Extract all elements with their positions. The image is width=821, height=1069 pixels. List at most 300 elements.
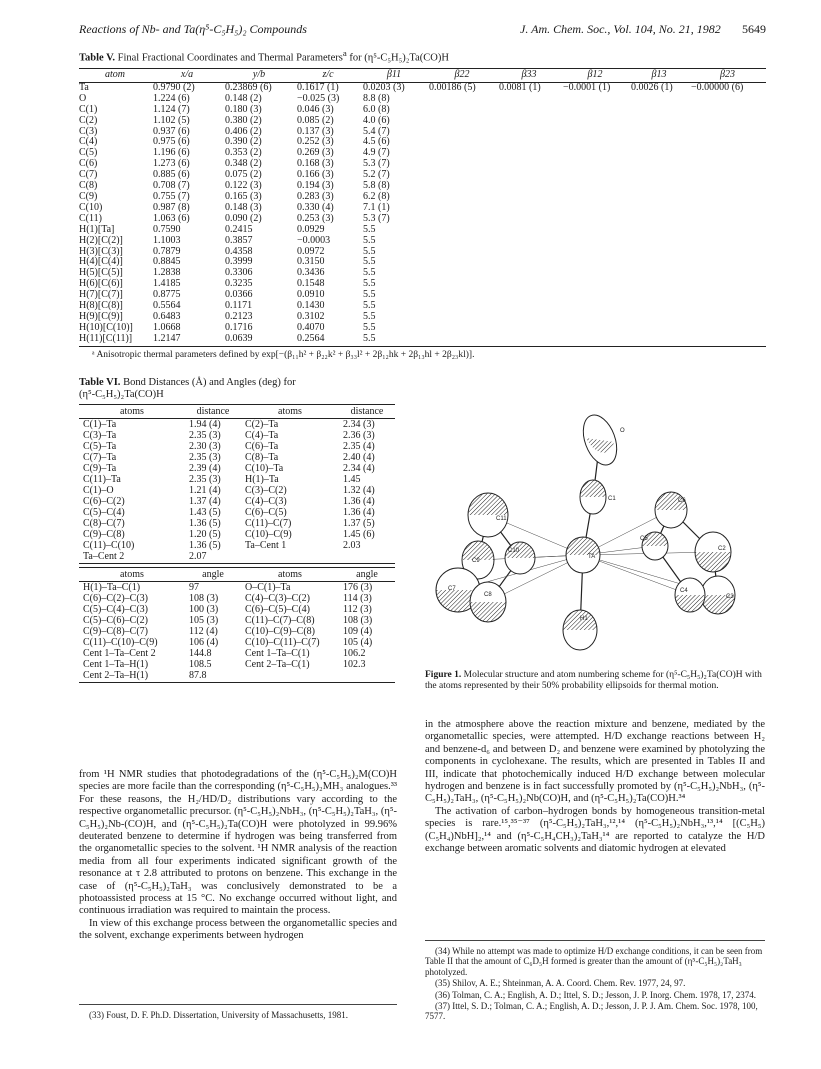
- table-cell: C(6)–Ta: [245, 441, 279, 452]
- table-cell: C(4): [79, 136, 98, 148]
- table-cell: C(6)–C(2)–C(3): [83, 593, 148, 604]
- table-row: [79, 214, 766, 225]
- table-cell: [427, 334, 497, 346]
- table-cell: 1.37 (4): [189, 496, 221, 507]
- table-cell: 0.3306: [225, 267, 253, 279]
- table-cell: [561, 312, 629, 323]
- table-cell: 5.5: [363, 267, 376, 279]
- table-row: [79, 648, 395, 659]
- table-cell: [689, 116, 766, 127]
- table-row: [79, 290, 766, 301]
- table-cell: C(1)–O: [83, 485, 114, 496]
- table-cell: [629, 127, 689, 138]
- figure1-caption-text: Molecular structure and atom numbering scheme for (η⁵-C₅H₅)₂Ta(CO)H with the atoms represented by their 50% probability ellipsoids for thermal motion.: [425, 670, 762, 691]
- table-cell: 0.6483: [153, 310, 181, 322]
- table-cell: 4.5 (6): [363, 136, 390, 148]
- table-cell: [629, 214, 689, 225]
- table6-caption: [79, 377, 296, 401]
- table-cell: [497, 203, 561, 214]
- table-cell: [427, 203, 497, 214]
- table-cell: 0.3999: [225, 256, 253, 268]
- table-cell: [629, 192, 689, 203]
- table-cell: 0.937 (6): [153, 125, 190, 137]
- table5-col-header: β22: [427, 69, 497, 83]
- table-cell: [427, 225, 497, 236]
- table-cell: [561, 334, 629, 346]
- table-cell: [427, 236, 497, 247]
- table-cell: [689, 148, 766, 159]
- table-cell: [689, 236, 766, 247]
- table-row: [79, 593, 395, 604]
- table-cell: 0.353 (2): [225, 147, 262, 159]
- table-cell: 5.3 (7): [363, 212, 390, 224]
- table-cell: 4.0 (6): [363, 114, 390, 126]
- table-cell: 2.35 (3): [189, 452, 221, 463]
- table-cell: 0.253 (3): [297, 212, 334, 224]
- footnote-34: (34) While no attempt was made to optimize H/D exchange conditions, it can be seen from Table II that the amount of C₆D₅H formed is greater than the amount of (η⁵-C₅H₅)₂TaH₃ photolyzed.: [425, 946, 763, 977]
- table-cell: [561, 105, 629, 116]
- table-cell: 1.224 (6): [153, 92, 190, 104]
- ortep-figure: [418, 380, 763, 665]
- table-cell: [689, 334, 766, 346]
- atom-label: O: [620, 428, 625, 434]
- table-cell: 0.0081 (1): [499, 81, 541, 93]
- table-cell: 2.35 (3): [189, 430, 221, 441]
- table-cell: [497, 159, 561, 170]
- atom-label: C8: [484, 592, 492, 598]
- table-cell: [561, 159, 629, 170]
- table-cell: 2.30 (3): [189, 441, 221, 452]
- footnote-33: (33) Foust, D. F. Ph.D. Dissertation, University of Massachusetts, 1981.: [89, 1010, 349, 1020]
- table-cell: [339, 551, 395, 564]
- table-cell: [689, 105, 766, 116]
- table-cell: 0.3857: [225, 234, 253, 246]
- table-cell: C(2): [79, 114, 98, 126]
- table-cell: C(5): [79, 147, 98, 159]
- table-cell: [689, 159, 766, 170]
- table-cell: 114 (3): [343, 593, 372, 604]
- table6-angle-header-row: [79, 568, 395, 582]
- table-row: [79, 659, 395, 670]
- table-cell: 5.5: [363, 234, 376, 246]
- table5-footnote: ᵃ Anisotropic thermal parameters defined by exp[−(β₁₁h² + β₂₂k² + β₃₃l² + 2β₁₂hk + 2β₁₃hl + 2β₂₃kl)].: [92, 350, 475, 360]
- table5-col-header: y/b: [223, 69, 295, 83]
- running-header-left: Reactions of Nb- and Ta(η⁵-C₅H₅)₂ Compounds: [79, 22, 307, 36]
- table-cell: 112 (3): [343, 604, 372, 615]
- table-cell: 0.348 (2): [225, 158, 262, 170]
- atom-label: C5: [640, 536, 648, 542]
- table-cell: C(3): [79, 125, 98, 137]
- table-cell: [497, 312, 561, 323]
- table-cell: 5.5: [363, 223, 376, 235]
- table-cell: [427, 105, 497, 116]
- table-cell: C(6): [79, 158, 98, 170]
- table-cell: C(9)–C(8)–C(7): [83, 626, 148, 637]
- table-cell: 1.273 (6): [153, 158, 190, 170]
- table-cell: 100 (3): [189, 604, 219, 615]
- table-cell: C(8): [79, 180, 98, 192]
- table-cell: [427, 170, 497, 181]
- table-cell: 176 (3): [343, 582, 373, 593]
- table-row: [79, 637, 395, 648]
- table-cell: 1.36 (4): [343, 507, 375, 518]
- table-cell: [339, 670, 395, 683]
- table-cell: 0.166 (3): [297, 169, 334, 181]
- table-cell: 0.4358: [225, 245, 253, 257]
- table-cell: [689, 257, 766, 268]
- table-cell: 0.168 (3): [297, 158, 334, 170]
- table-cell: 105 (3): [189, 615, 219, 626]
- table5-title-tail: for (η⁵-C₅H₅)₂Ta(CO)H: [346, 52, 449, 64]
- table-cell: 1.36 (5): [189, 540, 221, 551]
- table6-col-header: atoms: [241, 405, 339, 419]
- table-cell: [427, 247, 497, 258]
- table-cell: [497, 170, 561, 181]
- table-cell: [427, 214, 497, 225]
- table-cell: Ta: [79, 81, 89, 93]
- table-cell: 87.8: [185, 670, 241, 683]
- table-cell: [497, 181, 561, 192]
- table-row: [79, 540, 395, 551]
- table6-title-compound: (η⁵-C₅H₅)₂Ta(CO)H: [79, 389, 164, 400]
- table-cell: [427, 192, 497, 203]
- table-row: [79, 582, 395, 594]
- table-cell: [497, 214, 561, 225]
- table-cell: 5.5: [363, 278, 376, 290]
- table-cell: 4.9 (7): [363, 147, 390, 159]
- table-cell: [561, 94, 629, 105]
- table-cell: C(7): [79, 169, 98, 181]
- table-cell: 0.283 (3): [297, 190, 334, 202]
- table-cell: C(6)–C(2): [83, 496, 125, 507]
- table-cell: 0.0366: [225, 289, 253, 301]
- table-cell: [689, 181, 766, 192]
- table-cell: C(4)–C(3): [245, 496, 287, 507]
- table-cell: [561, 116, 629, 127]
- table5-col-header: β11: [361, 69, 427, 83]
- table-cell: C(11): [79, 212, 102, 224]
- table-cell: [497, 192, 561, 203]
- table-cell: [689, 170, 766, 181]
- table-cell: [497, 236, 561, 247]
- table-cell: 1.37 (5): [343, 518, 375, 529]
- table5-header-row: [79, 69, 766, 83]
- table-cell: H(1)[Ta]: [79, 223, 115, 235]
- table-cell: [629, 159, 689, 170]
- table-row: [79, 268, 766, 279]
- table5-col-header: z/c: [295, 69, 361, 83]
- table-cell: C(2)–Ta: [245, 419, 279, 430]
- table-cell: [629, 236, 689, 247]
- table-cell: H(8)[C(8)]: [79, 300, 123, 312]
- table-cell: 0.406 (2): [225, 125, 262, 137]
- table-cell: [629, 148, 689, 159]
- table-cell: C(1)–Ta: [83, 419, 117, 430]
- table-cell: C(4)–Ta: [245, 430, 279, 441]
- table-cell: [629, 137, 689, 148]
- table-cell: C(8)–Ta: [245, 452, 279, 463]
- table6-dist-header-row: [79, 405, 395, 419]
- table-cell: C(5)–Ta: [83, 441, 117, 452]
- table-cell: [629, 225, 689, 236]
- table-cell: 108 (3): [343, 615, 373, 626]
- table-cell: [629, 334, 689, 346]
- table-cell: 0.0972: [297, 245, 325, 257]
- table-cell: 0.0026 (1): [631, 81, 673, 93]
- table-cell: Cent 2–Ta–C(1): [245, 659, 310, 670]
- table-cell: [689, 94, 766, 105]
- table-cell: 0.9790 (2): [153, 81, 195, 93]
- table-cell: 106 (4): [189, 637, 219, 648]
- table-cell: [629, 323, 689, 334]
- table5-col-header: atom: [79, 69, 151, 83]
- table-cell: 0.148 (2): [225, 92, 262, 104]
- table-cell: 0.7879: [153, 245, 181, 257]
- table-row: [79, 334, 766, 346]
- table-cell: [561, 279, 629, 290]
- table-cell: C(4)–C(3)–C(2): [245, 593, 310, 604]
- table-cell: 109 (4): [343, 626, 373, 637]
- table-cell: 5.5: [361, 334, 427, 346]
- table-cell: [689, 214, 766, 225]
- table-cell: C(9): [79, 190, 98, 202]
- table-cell: C(10)–Ta: [245, 463, 284, 474]
- atom-label: C7: [448, 586, 456, 592]
- table-cell: 5.3 (7): [363, 158, 390, 170]
- table-row: [79, 474, 395, 485]
- table-cell: 0.3436: [297, 267, 325, 279]
- table-cell: [689, 192, 766, 203]
- table-cell: Cent 1–Ta–C(1): [245, 648, 310, 659]
- table-row: [79, 430, 395, 441]
- table-cell: C(5)–C(4): [83, 507, 125, 518]
- table-cell: 0.252 (3): [297, 136, 334, 148]
- table-row: [79, 670, 395, 683]
- table-cell: C(5)–C(6)–C(2): [83, 615, 148, 626]
- atom-label: H1: [580, 616, 588, 622]
- table5-caption: [79, 48, 449, 64]
- table-cell: C(3)–Ta: [83, 430, 117, 441]
- table-cell: [561, 301, 629, 312]
- table-cell: 0.380 (2): [225, 114, 262, 126]
- atom-label: C11: [496, 516, 507, 522]
- table-cell: Cent 1–Ta–Cent 2: [83, 648, 156, 659]
- table-cell: C(11)–C(10)–C(9): [83, 637, 158, 648]
- table-cell: 112 (4): [189, 626, 218, 637]
- table-cell: H(3)[C(3)]: [79, 245, 123, 257]
- table-cell: 0.137 (3): [297, 125, 334, 137]
- table-cell: [629, 301, 689, 312]
- table-cell: 1.063 (6): [153, 212, 190, 224]
- table-cell: [427, 290, 497, 301]
- paragraph: The activation of carbon–hydrogen bonds by homogeneous transition-metal species is rare.¹⁵,³⁵⁻³⁷ (η⁵-C₅H₅)₂TaH₃,¹²,¹⁴ (η⁵-C₅H₅)₂NbH₃,¹³,¹⁴ [(C₅H₅)(C₅H₄)NbH]₂,¹⁴ and (η⁵-C₅H₄CH₃)₂TaH₃¹⁴ are reported to catalyze the H/D exchange between aromatic solvents and diatomic hydrogen at elevated: [425, 805, 765, 855]
- table-cell: [497, 301, 561, 312]
- table-cell: [561, 268, 629, 279]
- figure1-label: Figure 1.: [425, 670, 462, 680]
- table-cell: C(10)–C(11)–C(7): [245, 637, 320, 648]
- table-cell: [561, 214, 629, 225]
- table-cell: [689, 279, 766, 290]
- table-cell: 1.45: [343, 474, 361, 485]
- table-cell: 0.085 (2): [297, 114, 334, 126]
- table-row: [79, 615, 395, 626]
- footnote-37: (37) Ittel, S. D.; Tolman, C. A.; English, A. D.; Jesson, J. P. J. Am. Chem. Soc. 1978, 100, 7577.: [425, 1001, 758, 1022]
- table6-title: Bond Distances (Å) and Angles (deg) for: [123, 377, 296, 388]
- table-cell: C(6)–C(5)–C(4): [245, 604, 310, 615]
- table-row: [79, 626, 395, 637]
- table-cell: 0.269 (3): [297, 147, 334, 159]
- table-cell: C(10)–C(9): [245, 529, 292, 540]
- table-row: [79, 441, 395, 452]
- table-cell: [561, 290, 629, 301]
- table-cell: [561, 192, 629, 203]
- atom-label: C10: [508, 548, 520, 554]
- table-cell: [561, 323, 629, 334]
- table-cell: −0.0001 (1): [563, 81, 611, 93]
- table6-angles: [79, 567, 395, 683]
- table6-col-header: distance: [339, 405, 395, 419]
- table-row: [79, 604, 395, 615]
- table-cell: 0.5564: [153, 300, 181, 312]
- table-cell: 2.35 (4): [343, 441, 375, 452]
- paragraph: from ¹H NMR studies that photodegradations of the (η⁵-C₅H₅)₂M(CO)H species are more facile than the corresponding (η⁵-C₅H₅)₂MH₃ analogues.³³ For these reasons, the H₂/HD/D₂ distributions vary according to the respective organometallic precursor. (η⁵-C₅H₅)₂NbH₃, (η⁵-C₅H₅)₂TaH₃, (η⁵-C₅H₅)₂Nb-(CO)H, and (η⁵-C₅H₅)₂Ta(CO)H were photolyzed in 99.96% deuterated benzene to determine if hydrogen was being transferred from the organometallic species to the solvent. ¹H NMR analysis of the reaction media from all four experiments indicated significant growth of the resonance at τ 2.8 attributed to protons on benzene. This exchange in the case of (η⁵-C₅H₅)₂TaH₃ was conclusively demonstrated to be a photoassisted process at 15 °C. No exchange occurred without light, and continuous irradiation was required to maintain the process.: [79, 769, 397, 917]
- table-cell: C(11)–C(7)–C(8): [245, 615, 315, 626]
- table-cell: H(11)[C(11)]: [79, 334, 151, 346]
- table-cell: 1.102 (5): [153, 114, 190, 126]
- table-row: [79, 301, 766, 312]
- table-cell: C(8)–C(7): [83, 518, 125, 529]
- table-cell: 0.00186 (5): [429, 81, 476, 93]
- table-cell: 6.2 (8): [363, 190, 390, 202]
- table-cell: [427, 181, 497, 192]
- table-cell: −0.025 (3): [297, 92, 340, 104]
- table-cell: 5.5: [363, 321, 376, 333]
- table-cell: 0.3102: [297, 310, 325, 322]
- table-cell: 5.2 (7): [363, 169, 390, 181]
- table-row: [79, 507, 395, 518]
- table-cell: −0.0003: [297, 234, 331, 246]
- table-cell: 0.390 (2): [225, 136, 262, 148]
- table-cell: 5.5: [363, 310, 376, 322]
- page-number: 5649: [742, 22, 766, 36]
- table-cell: 7.1 (1): [363, 201, 390, 213]
- table-cell: [689, 290, 766, 301]
- table-cell: [561, 170, 629, 181]
- table-cell: H(7)[C(7)]: [79, 289, 123, 301]
- table5-col-header: β33: [497, 69, 561, 83]
- table-cell: 5.5: [363, 245, 376, 257]
- table-cell: Ta–Cent 2: [79, 551, 185, 564]
- table-cell: [497, 279, 561, 290]
- table-cell: 0.3150: [297, 256, 325, 268]
- table-cell: [497, 137, 561, 148]
- table-cell: [629, 279, 689, 290]
- table-cell: 144.8: [189, 648, 212, 659]
- table-cell: 5.8 (8): [363, 180, 390, 192]
- table-cell: 0.148 (3): [225, 201, 262, 213]
- table-cell: [497, 225, 561, 236]
- table-cell: 1.196 (6): [153, 147, 190, 159]
- table6-col-header: angle: [339, 568, 395, 582]
- table-cell: [427, 312, 497, 323]
- table-cell: 0.755 (7): [153, 190, 190, 202]
- atom-label: C4: [680, 588, 688, 594]
- table-cell: [497, 247, 561, 258]
- table-cell: [497, 127, 561, 138]
- table-cell: [629, 268, 689, 279]
- table-cell: [689, 301, 766, 312]
- table-cell: C(9)–Ta: [83, 463, 117, 474]
- table6-label: Table VI.: [79, 377, 121, 388]
- table-row: [79, 463, 395, 474]
- table-cell: 1.36 (5): [189, 518, 221, 529]
- table-cell: 0.708 (7): [153, 180, 190, 192]
- table-cell: 0.1548: [297, 278, 325, 290]
- table-cell: 5.5: [363, 289, 376, 301]
- table-cell: 6.0 (8): [363, 103, 390, 115]
- table-cell: [561, 127, 629, 138]
- right-footnotes: [425, 946, 765, 1023]
- table-row: [79, 312, 766, 323]
- table-row: [79, 485, 395, 496]
- table-cell: [561, 137, 629, 148]
- table-cell: [427, 116, 497, 127]
- table5-label: Table V.: [79, 52, 115, 64]
- table5: [79, 68, 766, 347]
- table5-col-header: x/a: [151, 69, 223, 83]
- table-cell: 0.2564: [295, 334, 361, 346]
- atom-label: TA: [588, 554, 596, 560]
- table-cell: [497, 148, 561, 159]
- paragraph: in the atmosphere above the reaction mixture and benzene, mediated by the organometallic species, were attempted. H/D exchange reactions between H₂ and benzene-d₆ and between D₂ and benzene were examined by photolyzing the components in cyclohexane. The results, which are presented in Tables II and III, indicate that photochemically induced H/D exchange between molecular hydrogen and benzene is in fact successfully promoted by (η⁵-C₅H₅)₂NbH₃, (η⁵-C₅H₅)₂TaH₃, (η⁵-C₅H₅)₂Nb(CO)H, and (η⁵-C₅H₅)₂Ta(CO)H.³⁴: [425, 719, 765, 805]
- table-row: [79, 518, 395, 529]
- table-cell: 1.4185: [153, 278, 181, 290]
- footnote-divider: [79, 1004, 397, 1005]
- table6-col-header: angle: [185, 568, 241, 582]
- figure1-caption: [425, 670, 765, 692]
- table-cell: [629, 203, 689, 214]
- atom-label: C9: [472, 558, 480, 564]
- table-cell: 0.180 (3): [225, 103, 262, 115]
- table-cell: [689, 225, 766, 236]
- table-row: [79, 116, 766, 127]
- table-cell: 1.43 (5): [189, 507, 221, 518]
- table-cell: [629, 312, 689, 323]
- table-cell: 1.2147: [151, 334, 223, 346]
- table-cell: 0.194 (3): [297, 180, 334, 192]
- table-cell: C(6)–C(5): [245, 507, 287, 518]
- table-cell: 0.3235: [225, 278, 253, 290]
- table-cell: [689, 203, 766, 214]
- table-cell: [689, 312, 766, 323]
- table-cell: 2.34 (3): [343, 419, 375, 430]
- table-cell: [689, 247, 766, 258]
- table-cell: 102.3: [343, 659, 366, 670]
- table-cell: 108.5: [189, 659, 212, 670]
- table-cell: 0.1171: [225, 300, 253, 312]
- table-cell: 97: [189, 582, 199, 593]
- paragraph: In view of this exchange process between the organometallic species and the solvent, exchange experiments between hydrogen: [79, 917, 397, 942]
- table-cell: [629, 290, 689, 301]
- table-cell: C(11)–Ta: [83, 474, 121, 485]
- table-cell: 0.4070: [297, 321, 325, 333]
- table-cell: [629, 257, 689, 268]
- table-cell: [629, 116, 689, 127]
- table-cell: Cent 1–Ta–H(1): [83, 659, 149, 670]
- table-cell: 5.5: [363, 300, 376, 312]
- table-cell: 5.4 (7): [363, 125, 390, 137]
- table-cell: [561, 225, 629, 236]
